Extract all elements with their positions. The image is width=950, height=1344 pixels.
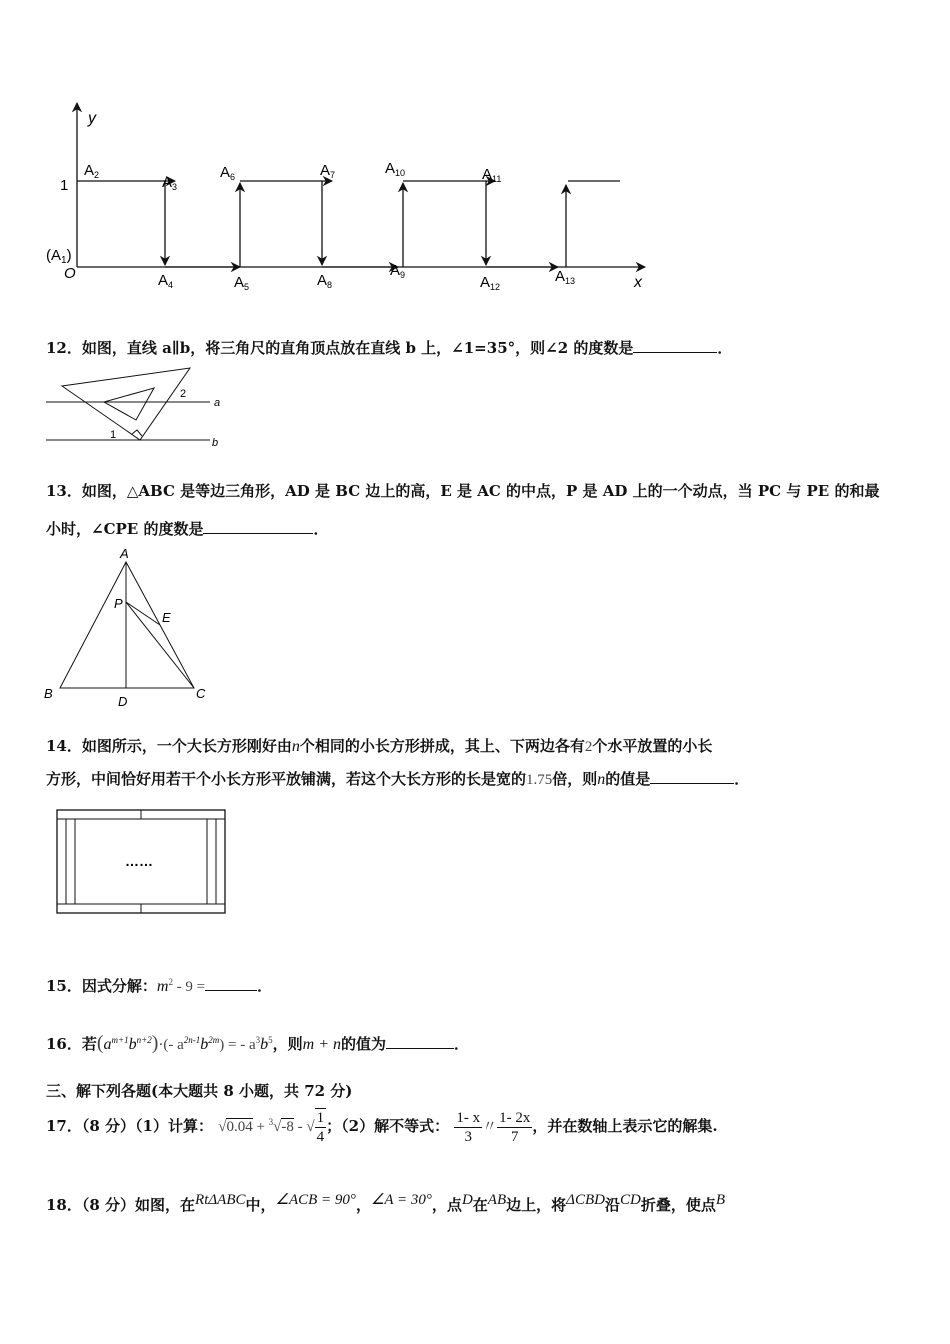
answer-blank-14[interactable] [650, 769, 734, 784]
triangle-ruler-inner [104, 388, 154, 420]
triangle-abc [60, 562, 194, 688]
answer-blank-12[interactable] [633, 338, 717, 353]
y-one-label: 1 [60, 177, 69, 194]
vertex-c: C [196, 686, 206, 701]
question-16: 16．若$(a^{m+1}b^{n+2})\cdot(-$ $a^{2n-1}b^{2m}$) = - $a^3b^5$，则m + n的值为 ． [46, 1032, 470, 1054]
angle-2-label: 2 [180, 388, 187, 400]
points-path-figure [40, 95, 660, 300]
point-d: D [118, 694, 128, 709]
cube-root: √-8 [273, 1119, 294, 1135]
label-a11: $A_{11}$ [482, 166, 502, 184]
question-13-line2: 小时，∠CPE 的度数是 ． [46, 520, 329, 538]
question-18: 18．（8 分）如图，在$^{Rt\Delta ABC}$中，$^{\angle ACB = 90^\circ}$，$^{\angle A = 30^\circ}$，点$^D$在$^{AB}$边上，将$^{\Delta CBD}$沿$^{CD}$折叠，使点$^B$ [46, 1192, 725, 1214]
line-b-label: b [212, 437, 219, 449]
question-13-line1: 13．如图，△ABC 是等边三角形，AD 是 BC 边上的高，E 是 AC 的中点，P 是 AD 上的一个动点，当 PC 与 PE 的和最 [46, 482, 880, 500]
fraction-1-4: $\frac{1}{4}$ [316, 1110, 325, 1145]
label-a3: $A_3$ [162, 174, 178, 192]
answer-blank-15[interactable] [205, 976, 257, 991]
sqrt-1: √0.04 [218, 1119, 253, 1135]
fraction-1-minus-x: $\frac{1- x}{3}$ [456, 1109, 481, 1145]
origin-label: O [64, 265, 76, 282]
a1-label: $(A_1)$ [46, 247, 72, 266]
question-13-figure [40, 540, 220, 712]
fraction-1-minus-2x: $\frac{1- 2x}{7}$ [499, 1109, 531, 1145]
point-p: P [114, 596, 123, 611]
line-a-label: a [214, 397, 221, 409]
question-14-line2: 方形，中间恰好用若干个小长方形平放铺满，若这个大长方形的长是宽的1.75倍，则n的值是 ． [46, 770, 750, 788]
question-14-figure [55, 808, 230, 918]
label-a8: $A_8$ [317, 272, 333, 290]
question-17: 17．（8 分）（1）计算： √0.04 + $^3$√-8 - √ $\frac{1}{4}$ ；（2）解不等式： $\frac{1- x}{3}$ 〃 $\frac{1- 2x}{7}$ ，并在数轴上表示它的解集. [46, 1109, 718, 1145]
label-a13: $A_{13}$ [555, 268, 576, 286]
label-a5: $A_5$ [234, 274, 250, 292]
section-3-heading: 三、解下列各题(本大题共 8 小题，共 72 分) [46, 1082, 353, 1100]
question-12: 12．如图，直线 a∥b，将三角尺的直角顶点放在直线 b 上，∠1=35°，则∠2 的度数是 ． [46, 339, 733, 357]
question-14-line1: 14．如图所示，一个大长方形刚好由n个相同的小长方形拼成，其上、下两边各有2个水平放置的小长 [46, 737, 713, 755]
question-12-figure [44, 362, 234, 452]
question-15: 15．因式分解：$m^2 - 9$ = ． [46, 977, 273, 995]
answer-blank-13[interactable] [203, 519, 313, 534]
x-axis-label: x [634, 274, 642, 291]
point-e: E [162, 610, 171, 625]
segment-pe [126, 602, 160, 625]
label-a4: $A_4$ [158, 272, 174, 290]
y-axis-label: y [88, 110, 96, 127]
vertex-b: B [44, 686, 53, 701]
question-12-text: 12．如图，直线 a∥b，将三角尺的直角顶点放在直线 b 上，∠1=35°，则∠2 的度数是 [46, 339, 634, 357]
ellipsis: …… [125, 853, 153, 869]
label-a12: $A_{12}$ [480, 274, 501, 292]
vertex-a: A [120, 546, 129, 561]
label-a10: $A_{10}$ [385, 160, 406, 178]
answer-blank-16[interactable] [386, 1034, 454, 1049]
angle-1-label: 1 [110, 429, 117, 441]
label-a6: $A_6$ [220, 164, 236, 182]
label-a2: $A_2$ [84, 162, 100, 180]
segment-pc [126, 602, 194, 688]
triangle-ruler-outer [62, 368, 190, 440]
label-a9: $A_9$ [390, 262, 406, 280]
label-a7: $A_7$ [320, 162, 336, 180]
